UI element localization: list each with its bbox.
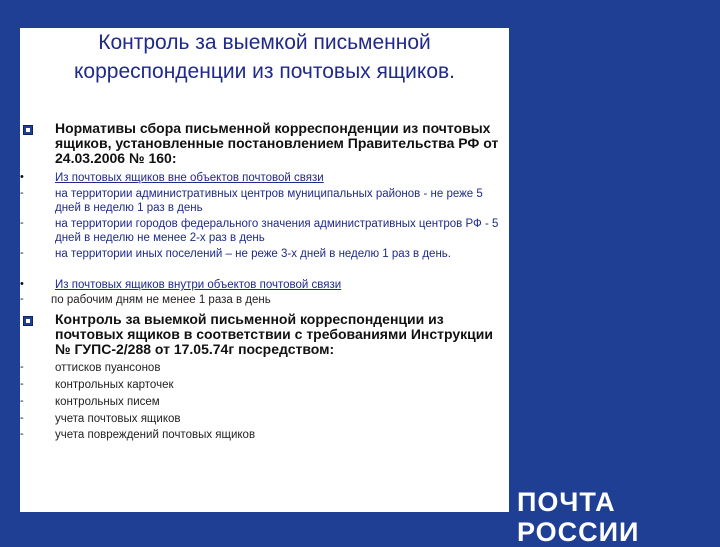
title-line-2: корреспонденции из почтовых ящиков. <box>74 60 455 83</box>
list-marker: - <box>20 361 24 373</box>
section2-heading: Контроль за выемкой письменной корреспонденции из почтовых ящиков в соответствии с требованиями Инструкции № ГУПС-2/288 от 17.05.74г посредством: <box>55 311 493 357</box>
list-marker: - <box>20 187 24 199</box>
list-item-text: учета почтовых ящиков <box>55 413 181 425</box>
list-item-text: на территории иных поселений – не реже 3-х дней в неделю 1 раз в день. <box>55 248 451 260</box>
section1-heading: Нормативы сбора письменной корреспонденции из почтовых ящиков, установленные постановлением Правительства РФ от 24.03.2006 № 160: <box>55 120 499 166</box>
square-bullet-icon <box>23 316 33 326</box>
list-item-text: по рабочим дням не менее 1 раза в день <box>51 294 271 306</box>
list-marker: - <box>20 247 24 259</box>
list-item-text: учета повреждений почтовых ящиков <box>55 429 256 441</box>
list-marker: - <box>20 428 24 440</box>
list-item-text: контрольных карточек <box>55 379 174 391</box>
list-item-text: оттисков пуансонов <box>55 362 161 374</box>
list-marker: • <box>20 278 24 290</box>
list-item-text: контрольных писем <box>55 396 160 408</box>
slide-content-card <box>20 28 509 512</box>
list-marker: - <box>20 378 24 390</box>
russian-post-logo: ПОЧТА РОССИИ <box>517 487 640 547</box>
list-marker: - <box>20 395 24 407</box>
square-bullet-icon <box>23 125 33 135</box>
list-marker: - <box>20 217 24 229</box>
list-marker: - <box>20 412 24 424</box>
title-line-1: Контроль за выемкой письменной <box>98 31 431 54</box>
list-item-text: Из почтовых ящиков внутри объектов почтовой связи <box>55 279 342 291</box>
list-item-text: на территории городов федерального значения административных центров РФ - 5 дней в неделю не менее 2-х раз в день <box>55 218 499 244</box>
list-marker: • <box>20 171 24 183</box>
list-item-text: на территории административных центров муниципальных районов - не реже 5 дней в неделю 1 раз в день <box>55 188 483 214</box>
list-item-text: Из почтовых ящиков вне объектов почтовой связи <box>55 172 324 184</box>
slide-title <box>20 28 509 86</box>
list-marker: - <box>20 293 24 305</box>
